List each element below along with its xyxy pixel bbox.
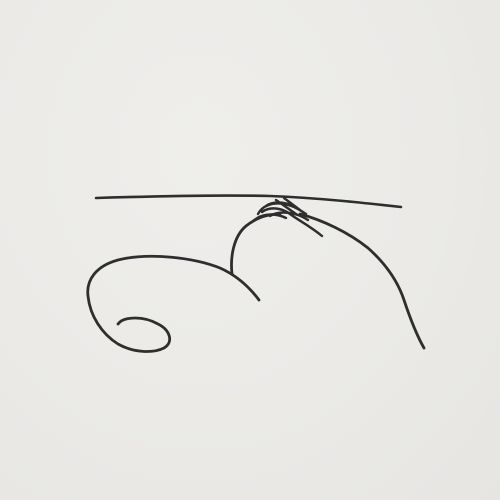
spiral-stroke xyxy=(88,256,259,351)
hump-stroke xyxy=(232,214,280,274)
horizontal-stroke xyxy=(96,196,401,207)
